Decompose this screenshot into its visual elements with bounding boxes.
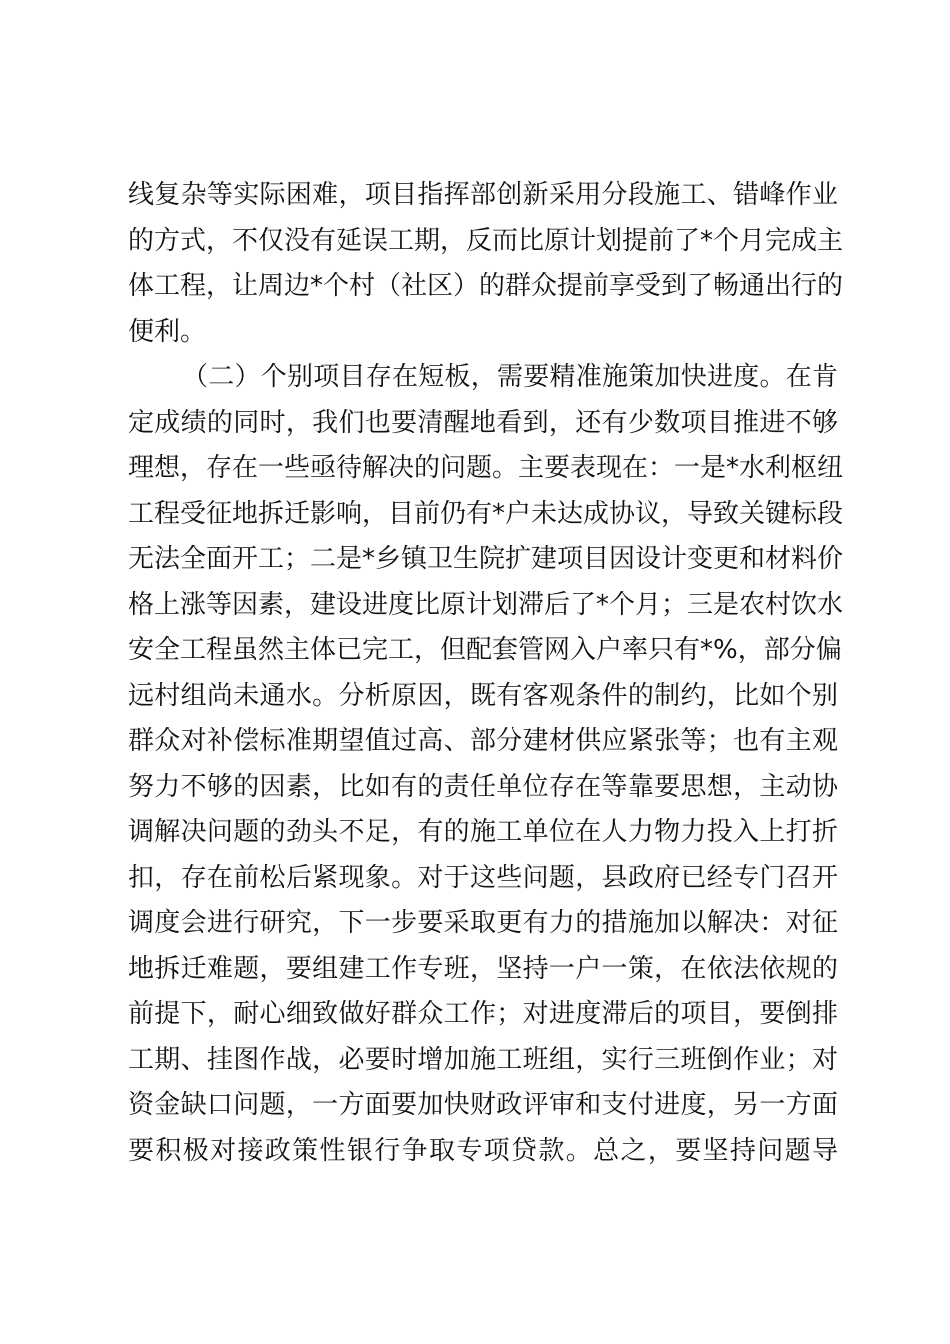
text-line: 前提下，耐心细致做好群众工作；对进度滞后的项目，要倒排 xyxy=(128,999,838,1029)
text-line: 远村组尚未通水。分析原因，既有客观条件的制约，比如个别 xyxy=(128,680,838,711)
text-line: 要积极对接政策性银行争取专项贷款。总之，要坚持问题导 xyxy=(128,1135,838,1166)
body-text xyxy=(128,173,844,1174)
text-line: 定成绩的同时，我们也要清醒地看到，还有少数项目推进不够 xyxy=(128,407,838,438)
text-line: 工期、挂图作战，必要时增加施工班组，实行三班倒作业；对 xyxy=(128,1044,838,1075)
text-line: 格上涨等因素，建设进度比原计划滞后了*个月；三是农村饮水 xyxy=(128,589,844,620)
text-line: 体工程，让周边*个村（社区）的群众提前享受到了畅通出行的 xyxy=(128,271,844,301)
text-line: 理想，存在一些亟待解决的问题。主要表现在：一是*水利枢纽 xyxy=(128,453,844,483)
text-line: 便利。 xyxy=(128,316,207,347)
text-line: 线复杂等实际困难，项目指挥部创新采用分段施工、错峰作业 xyxy=(128,180,838,210)
text-line: 努力不够的因素，比如有的责任单位存在等靠要思想，主动协 xyxy=(128,771,838,802)
text-line: 地拆迁难题，要组建工作专班，坚持一户一策，在依法依规的 xyxy=(128,953,838,984)
text-line: 调解决问题的劲头不足，有的施工单位在人力物力投入上打折 xyxy=(128,817,838,847)
text-line: 工程受征地拆迁影响，目前仍有*户未达成协议，导致关键标段 xyxy=(128,498,844,529)
text-line: 无法全面开工；二是*乡镇卫生院扩建项目因设计变更和材料价 xyxy=(128,544,844,574)
text-line: 的方式，不仅没有延误工期，反而比原计划提前了*个月完成主 xyxy=(128,225,844,256)
section-heading-line: （二）个别项目存在短板，需要精准施策加快进度。在肯 xyxy=(182,362,838,392)
text-line: 资金缺口问题，一方面要加快财政评审和支付进度，另一方面 xyxy=(128,1090,838,1120)
text-line: 扣，存在前松后紧现象。对于这些问题，县政府已经专门召开 xyxy=(128,862,838,893)
text-line: 安全工程虽然主体已完工，但配套管网入户率只有*%，部分偏 xyxy=(128,635,842,665)
text-line: 群众对补偿标准期望值过高、部分建材供应紧张等；也有主观 xyxy=(128,726,838,756)
text-line: 调度会进行研究，下一步要采取更有力的措施加以解决：对征 xyxy=(128,908,838,938)
